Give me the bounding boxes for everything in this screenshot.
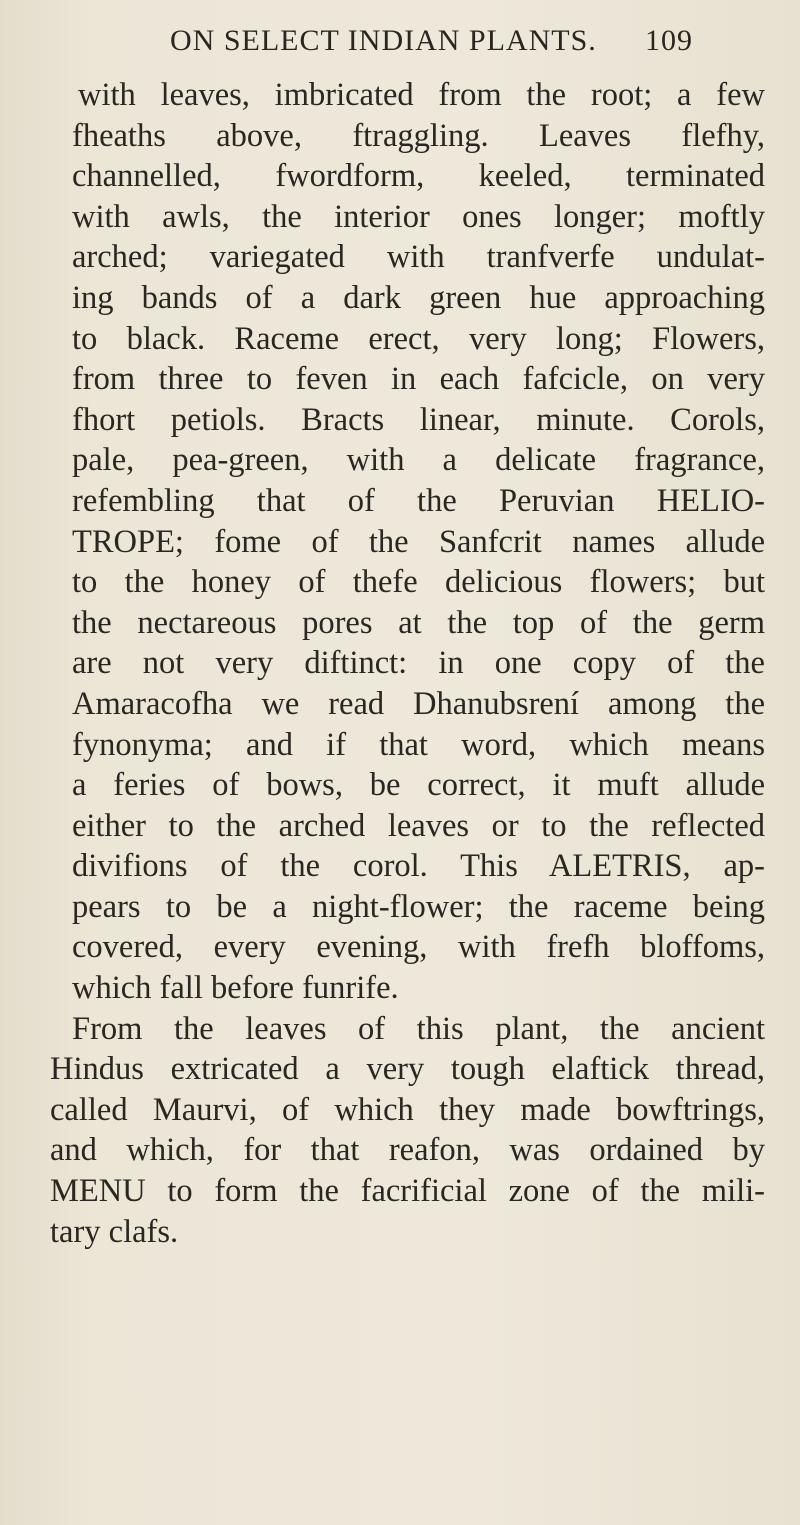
text-line: channelled, fwordform, keeled, terminated (72, 158, 765, 195)
running-head-title: ON SELECT INDIAN PLANTS. (170, 24, 597, 57)
text-line: Amaracofha we read Dhanubsrení among the (72, 685, 765, 722)
text-line: to the honey of thefe delicious flowers; but (72, 564, 765, 601)
text-line: covered, every evening, with frefh bloffoms, (72, 929, 765, 966)
text-line: ing bands of a dark green hue approaching (72, 279, 765, 316)
text-line: and which, for that reafon, was ordained by (50, 1132, 765, 1169)
text-line: MENU to form the facrificial zone of the mili- (50, 1173, 765, 1210)
text-line: with awls, the interior ones longer; moftly (72, 198, 765, 235)
text-line: called Maurvi, of which they made bowftrings, (50, 1091, 765, 1128)
text-line: fheaths above, ftraggling. Leaves flefhy, (72, 117, 765, 154)
text-line: pale, pea-green, with a delicate fragrance, (72, 442, 765, 479)
text-line: with leaves, imbricated from the root; a few (78, 77, 765, 113)
text-line: a feries of bows, be correct, it muft allude (72, 767, 765, 804)
text-line: the nectareous pores at the top of the germ (72, 604, 765, 641)
text-line: fynonyma; and if that word, which means (72, 726, 765, 763)
text-line: to black. Raceme erect, very long; Flowers, (72, 320, 765, 357)
text-line: refembling that of the Peruvian HELIO- (72, 482, 765, 519)
text-line: arched; variegated with tranfverfe undulat- (72, 239, 765, 276)
text-line: Hindus extricated a very tough elaftick thread, (50, 1051, 765, 1088)
page-number: 109 (645, 24, 693, 57)
text-line: are not very diftinct: in one copy of the (72, 645, 765, 682)
running-head (170, 24, 770, 64)
body-text (50, 75, 765, 1252)
text-line: From the leaves of this plant, the ancient (72, 1010, 765, 1047)
text-line: either to the arched leaves or to the reflected (72, 807, 765, 844)
text-line: TROPE; fome of the Sanfcrit names allude (72, 523, 765, 560)
text-line: fhort petiols. Bracts linear, minute. Corols, (72, 401, 765, 438)
text-line: divifions of the corol. This ALETRIS, ap- (72, 848, 765, 885)
text-line: tary clafs. (50, 1213, 179, 1250)
text-line: pears to be a night-flower; the raceme being (72, 888, 765, 925)
text-line: which fall before funrife. (72, 970, 399, 1007)
text-line: from three to feven in each fafcicle, on very (72, 361, 765, 398)
